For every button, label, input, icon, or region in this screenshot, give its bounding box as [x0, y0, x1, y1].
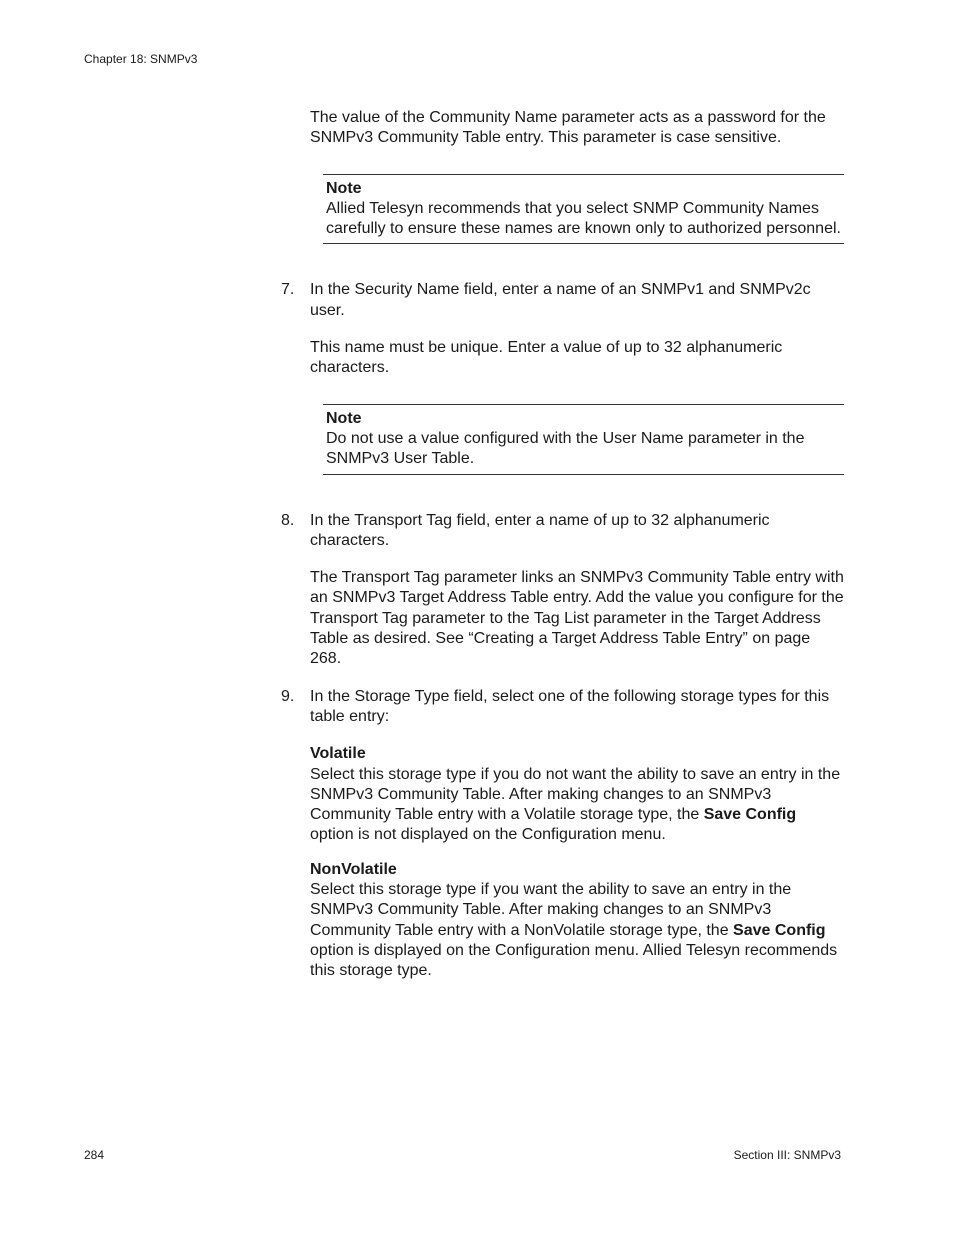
page-number: 284 — [84, 1148, 105, 1162]
step-text: In the Security Name field, enter a name of an SNMPv1 and SNMPv2c user. — [310, 281, 811, 319]
note-title: Note — [326, 409, 362, 427]
term-description: Select this storage type if you do not want the ability to save an entry in the SNMPv3 Community Table. After making changes to an SNMPv3 Community Table entry with a Volatile storage type, the Save Config option is not displayed on the Configuration menu. — [310, 765, 841, 844]
step-detail: The Transport Tag parameter links an SNMPv3 Community Table entry with an SNMPv3 Target Address Table entry. Add the value you configure for the Transport Tag parameter to the Tag List parameter in the Target Address Table as desired. See “Creating a Target Address Table Entry” on page 268. — [310, 569, 844, 668]
note-title: Note — [326, 179, 362, 197]
note-box — [323, 174, 844, 245]
step-number: 9. — [281, 687, 295, 705]
note-box — [323, 404, 844, 475]
intro-paragraph: The value of the Community Name parameter acts as a password for the SNMPv3 Community Table entry. This parameter is case sensitive. — [310, 109, 826, 147]
term-description: Select this storage type if you want the ability to save an entry in the SNMPv3 Community Table. After making changes to an SNMPv3 Community Table entry with a NonVolatile storage type, the Save Config option is displayed on the Configuration menu. Allied Telesyn recommends this storage type. — [310, 881, 838, 980]
step-8 — [281, 511, 844, 552]
step-7 — [281, 280, 844, 321]
term-title: NonVolatile — [310, 860, 397, 878]
step-detail: This name must be unique. Enter a value of up to 32 alphanumeric characters. — [310, 339, 783, 377]
menu-option-name: Save Config — [703, 806, 797, 824]
storage-type-nonvolatile — [310, 860, 844, 982]
step-number: 8. — [281, 511, 295, 529]
storage-type-volatile — [310, 744, 844, 845]
page-content — [281, 108, 844, 982]
step-9 — [281, 687, 844, 728]
step-text: In the Storage Type field, select one of the following storage types for this table entry: — [310, 687, 830, 725]
note-text: Allied Telesyn recommends that you select SNMP Community Names carefully to ensure these names are known only to authorized personnel. — [326, 199, 841, 238]
menu-option-name: Save Config — [733, 921, 826, 939]
term-title: Volatile — [310, 745, 366, 763]
section-footer: Section III: SNMPv3 — [733, 1148, 841, 1162]
running-head: Chapter 18: SNMPv3 — [84, 52, 198, 66]
step-number: 7. — [281, 281, 295, 299]
step-text: In the Transport Tag field, enter a name of up to 32 alphanumeric characters. — [310, 511, 770, 549]
note-text: Do not use a value configured with the User Name parameter in the SNMPv3 User Table. — [326, 429, 805, 468]
